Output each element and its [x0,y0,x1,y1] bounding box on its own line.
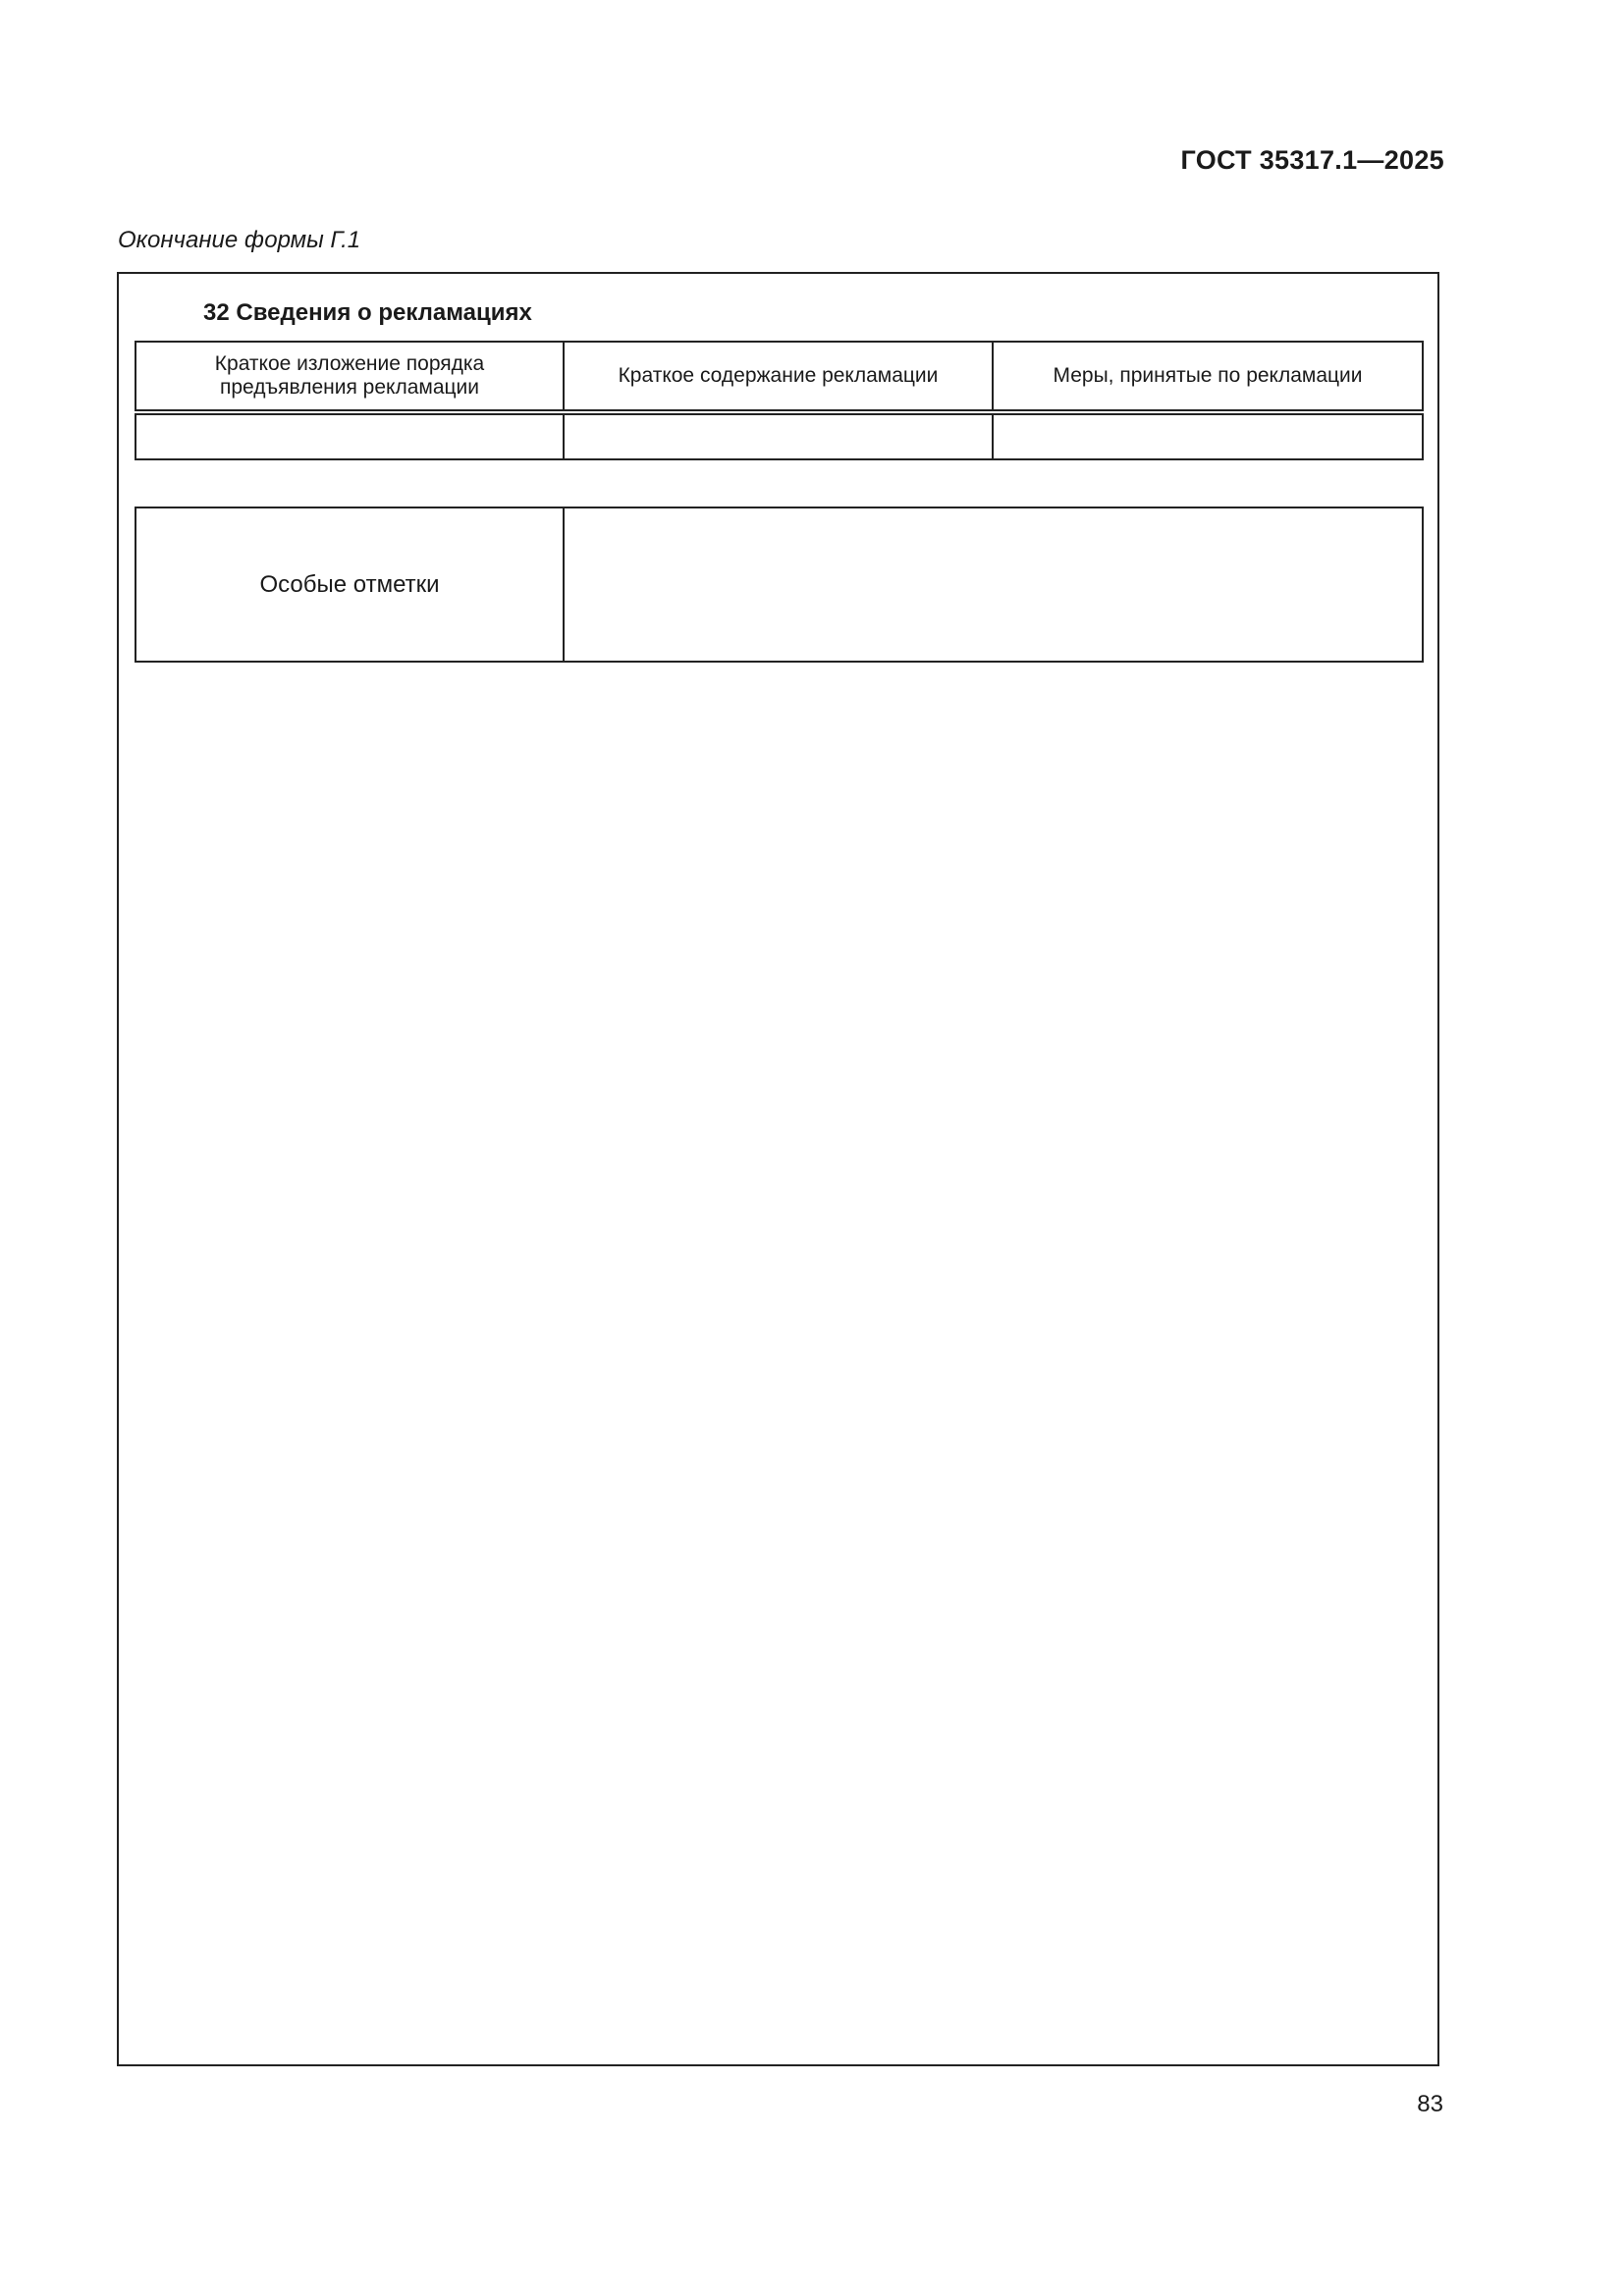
claims-table [135,341,1424,460]
table-row [135,412,1423,459]
column-header-claim-procedure: Краткое изложение порядка предъявления рекламации [135,342,564,412]
document-code: ГОСТ 35317.1—2025 [1180,145,1444,175]
section-title: 32 Сведения о рекламациях [203,299,532,326]
column-header-claim-content: Краткое содержание рекламации [564,342,993,412]
table-cell [135,412,564,459]
form-caption: Окончание формы Г.1 [118,227,361,253]
claims-table-header-row [135,342,1423,412]
table-cell [993,412,1423,459]
special-notes-value [564,507,1423,662]
table-cell [564,412,993,459]
column-header-claim-measures: Меры, принятые по рекламации [993,342,1423,412]
special-notes-row [135,507,1423,662]
special-notes-table [135,507,1424,663]
special-notes-label: Особые отметки [135,507,564,662]
page-number: 83 [1417,2091,1443,2117]
